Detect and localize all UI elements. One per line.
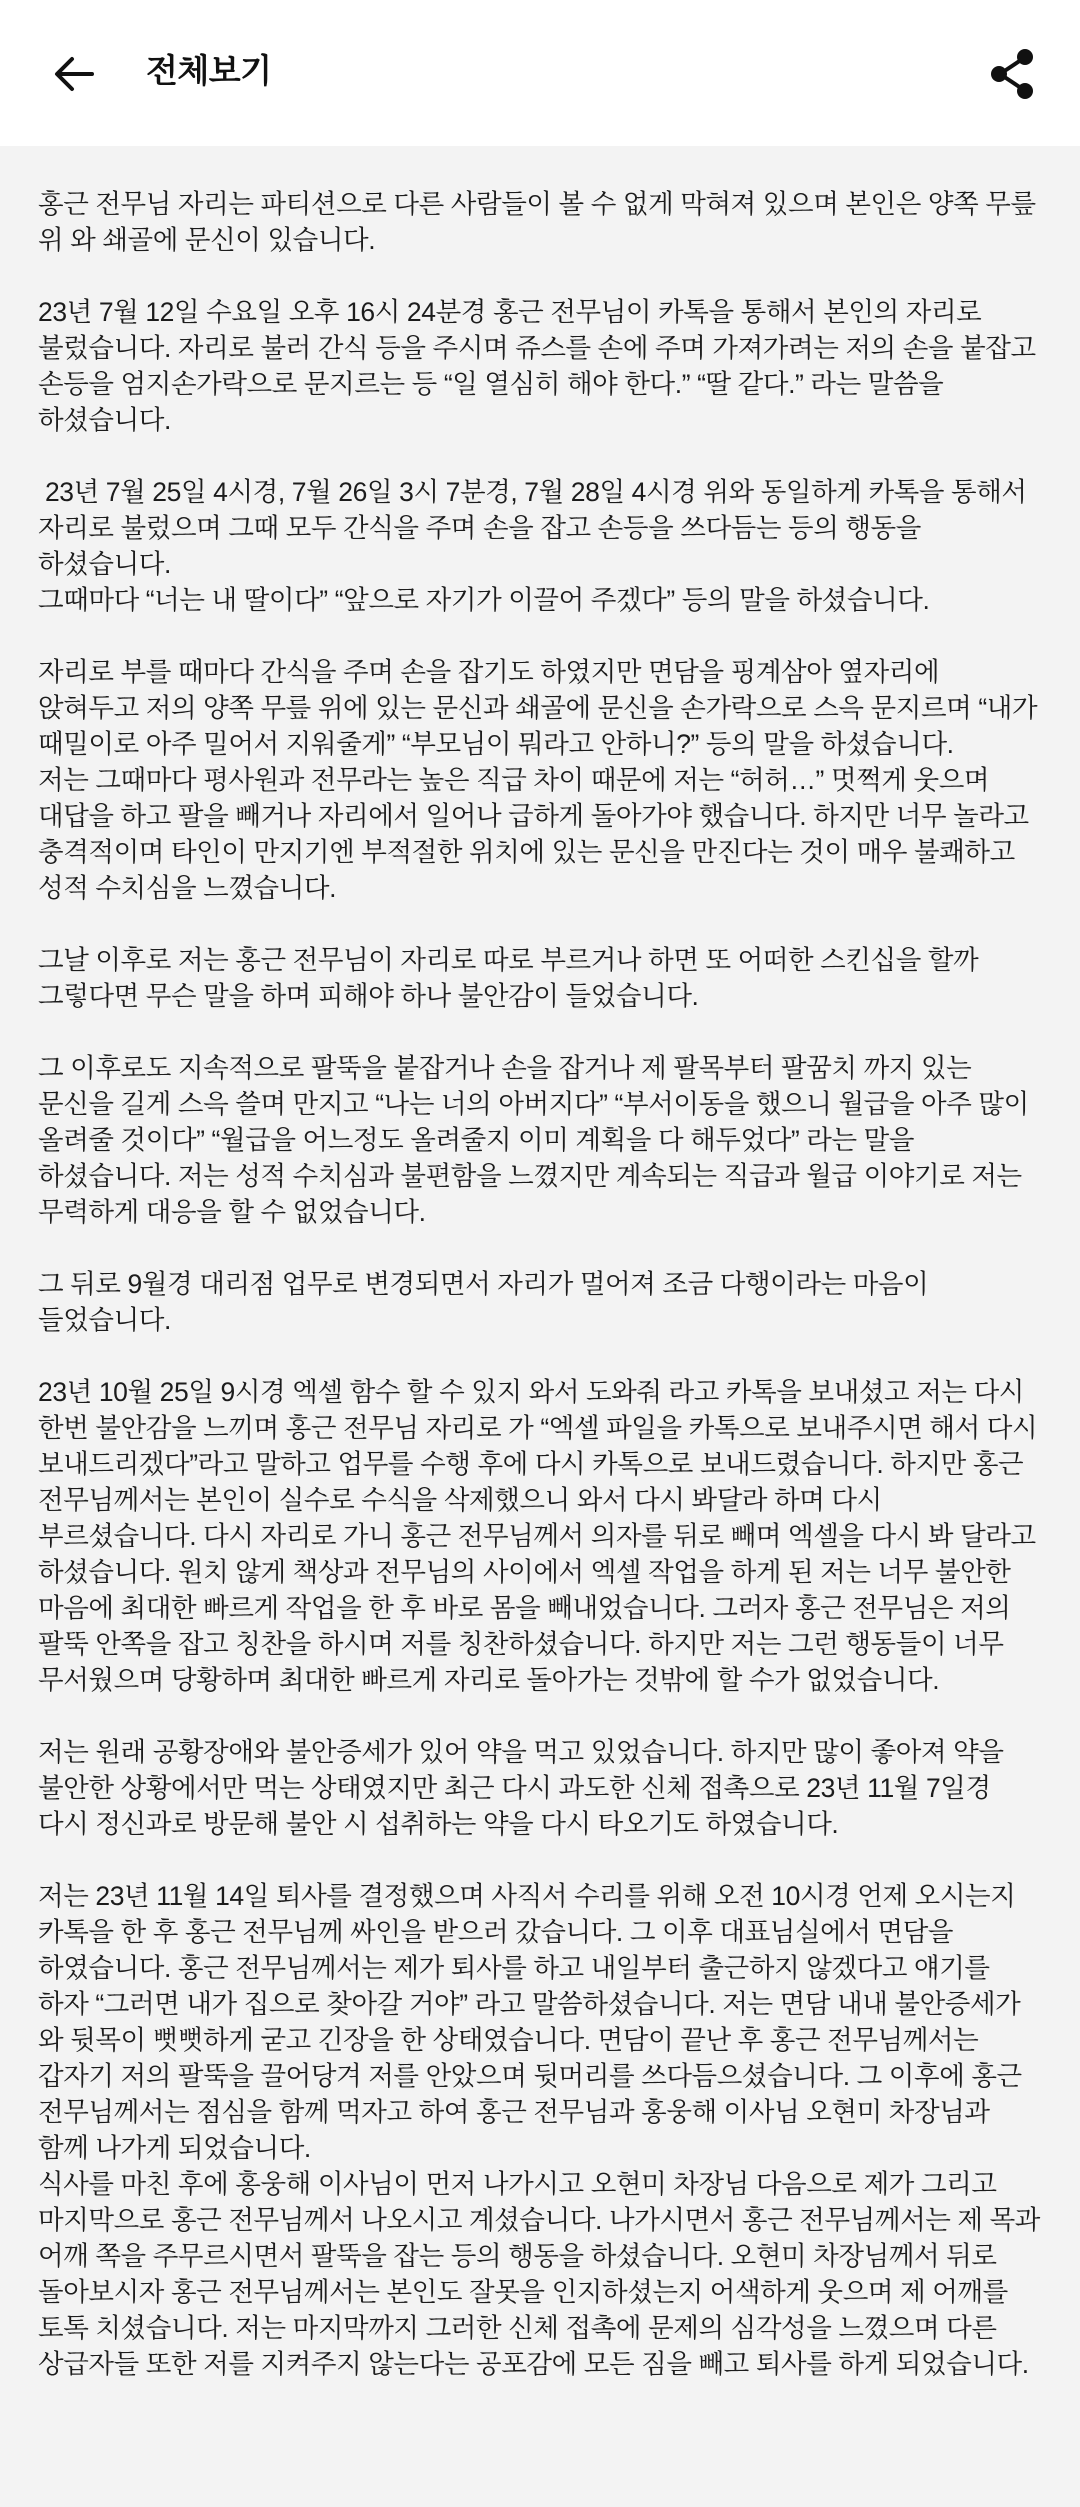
paragraph: 23년 10월 25일 9시경 엑셀 함수 할 수 있지 와서 도와줘 라고 카톡을 보내셨고 저는 다시 한번 불안감을 느끼며 홍근 전무님 자리로 가 “엑셀 파일을 카톡으로 보내주시면 해서 다시 보내드리겠다”라고 말하고 업무를 수행 후에 다시 카톡으로 보내드렸습니다. 하지만 홍근 전무님께서는 본인이 실수로 수식을 삭제했으니 와서 다시 봐달라 하며 다시 부르셨습니다. 다시 자리로 가니 홍근 전무님께서 의자를 뒤로 빼며 엑셀을 다시 봐 달라고 하셨습니다. 원치 않게 책상과 전무님의 사이에서 엑셀 작업을 하게 된 저는 너무 불안한 마음에 최대한 빠르게 작업을 한 후 바로 몸을 빼내었습니다. 그러자 홍근 전무님은 저의 팔뚝 안쪽을 잡고 칭찬을 하시며 저를 칭찬하셨습니다. 하지만 저는 그런 행동들이 너무 무서웠으며 당황하며 최대한 빠르게 자리로 돌아가는 것밖에 할 수가 없었습니다. bbox=[38, 1377, 1045, 1695]
article-body bbox=[38, 186, 1045, 2382]
arrow-left-icon bbox=[50, 50, 98, 98]
paragraph: 23년 7월 12일 수요일 오후 16시 24분경 홍근 전무님이 카톡을 통해서 본인의 자리로 불렀습니다. 자리로 불러 간식 등을 주시며 쥬스를 손에 주며 가져가려는 저의 손을 붙잡고 손등을 엄지손가락으로 문지르는 등 “일 열심히 해야 한다.” “딸 같다.” 라는 말씀을 하셨습니다. bbox=[38, 297, 1043, 435]
page-title: 전체보기 bbox=[146, 51, 272, 90]
back-button[interactable] bbox=[36, 36, 112, 112]
paragraph: 저는 23년 11월 14일 퇴사를 결정했으며 사직서 수리를 위해 오전 10시경 언제 오시는지 카톡을 한 후 홍근 전무님께 싸인을 받으러 갔습니다. 그 이후 대표님실에서 면담을 하였습니다. 홍근 전무님께서는 제가 퇴사를 하고 내일부터 출근하지 않겠다고 얘기를 하자 “그러면 내가 집으로 찾아갈 거야” 라고 말씀하셨습니다. 저는 면담 내내 불안증세가 와 뒷목이 뻣뻣하게 굳고 긴장을 한 상태였습니다. 면담이 끝난 후 홍근 전무님께서는 갑자기 저의 팔뚝을 끌어당겨 저를 안았으며 뒷머리를 쓰다듬으셨습니다. 그 이후에 홍근 전무님께서는 점심을 함께 먹자고 하여 홍근 전무님과 홍웅해 이사님 오현미 차장님과 함께 나가게 되었습니다. 식사를 마친 후에 홍웅해 이사님이 먼저 나가시고 오현미 차장님 다음으로 제가 그리고 마지막으로 홍근 전무님께서 나오시고 계셨습니다. 나가시면서 홍근 전무님께서는 제 목과 어깨 쪽을 주무르시면서 팔뚝을 잡는 등의 행동을 하셨습니다. 오현미 차장님께서 뒤로 돌아보시자 홍근 전무님께서는 본인도 잘못을 인지하셨는지 어색하게 웃으며 제 어깨를 토톡 치셨습니다. 저는 마지막까지 그러한 신체 접촉에 문제의 심각성을 느꼈으며 다른 상급자들 또한 저를 지켜주지 않는다는 공포감에 모든 짐을 빼고 퇴사를 하게 되었습니다. bbox=[38, 1881, 1040, 2379]
paragraph: 홍근 전무님 자리는 파티션으로 다른 사람들이 볼 수 없게 막혀져 있으며 본인은 양쪽 무릎 위 와 쇄골에 문신이 있습니다. bbox=[38, 189, 1043, 255]
share-icon bbox=[988, 48, 1036, 100]
app-bar bbox=[0, 0, 1080, 146]
paragraph: 그 이후로도 지속적으로 팔뚝을 붙잡거나 손을 잡거나 제 팔목부터 팔꿈치 까지 있는 문신을 길게 스윽 쓸며 만지고 “나는 너의 아버지다” “부서이동을 했으니 월급을 아주 많이 올려줄 것이다” “월급을 어느정도 올려줄지 이미 계획을 다 해두었다” 라는 말을 하셨습니다. 저는 성적 수치심과 불편함을 느꼈지만 계속되는 직급과 월급 이야기로 저는 무력하게 대응을 할 수 없었습니다. bbox=[38, 1053, 1036, 1227]
paragraph: 자리로 부를 때마다 간식을 주며 손을 잡기도 하였지만 면담을 핑계삼아 옆자리에 앉혀두고 저의 양쪽 무릎 위에 있는 문신과 쇄골에 문신을 손가락으로 스윽 문지르며 “내가 때밀이로 아주 밀어서 지워줄게” “부모님이 뭐라고 안하니?” 등의 말을 하셨습니다. 저는 그때마다 평사원과 전무라는 높은 직급 차이 때문에 저는 “허허…” 멋쩍게 웃으며 대답을 하고 팔을 빼거나 자리에서 일어나 급하게 돌아가야 했습니다. 하지만 너무 놀라고 충격적이며 타인이 만지기엔 부적절한 위치에 있는 문신을 만진다는 것이 매우 불쾌하고 성적 수치심을 느꼈습니다. bbox=[38, 657, 1038, 903]
paragraph: 그 뒤로 9월경 대리점 업무로 변경되면서 자리가 멀어져 조금 다행이라는 마음이 들었습니다. bbox=[38, 1269, 936, 1335]
paragraph: 23년 7월 25일 4시경, 7월 26일 3시 7분경, 7월 28일 4시경 위와 동일하게 카톡을 통해서 자리로 불렀으며 그때 모두 간식을 주며 손을 잡고 손등을 쓰다듬는 등의 행동을 하셨습니다. 그때마다 “너는 내 딸이다” “앞으로 자기가 이끌어 주겠다” 등의 말을 하셨습니다. bbox=[38, 477, 1027, 615]
share-button[interactable] bbox=[974, 36, 1050, 112]
paragraph: 그날 이후로 저는 홍근 전무님이 자리로 따로 부르거나 하면 또 어떠한 스킨십을 할까 그렇다면 무슨 말을 하며 피해야 하나 불안감이 들었습니다. bbox=[38, 945, 986, 1011]
paragraph: 저는 원래 공황장애와 불안증세가 있어 약을 먹고 있었습니다. 하지만 많이 좋아져 약을 불안한 상황에서만 먹는 상태였지만 최근 다시 과도한 신체 접촉으로 23년 11월 7일경 다시 정신과로 방문해 불안 시 섭취하는 약을 다시 타오기도 하였습니다. bbox=[38, 1737, 1011, 1839]
